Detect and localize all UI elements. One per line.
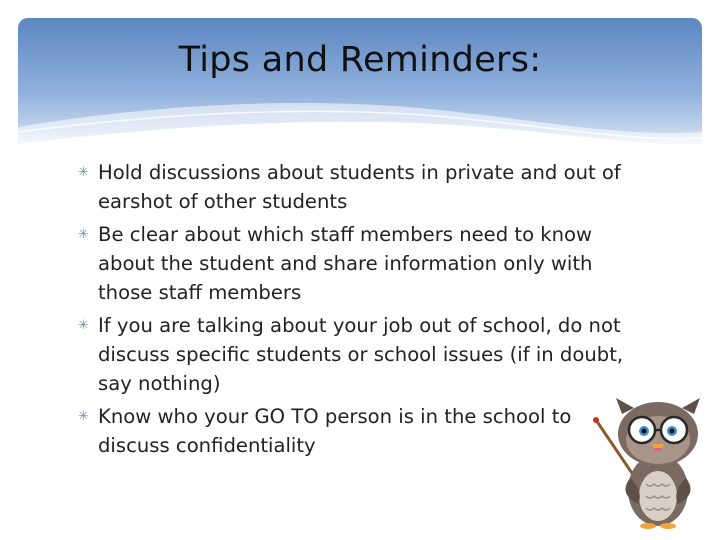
asterisk-bullet-icon: ✳ xyxy=(78,318,89,333)
bullet-text: Know who your GO TO person is in the school to discuss confidentiality xyxy=(98,405,572,457)
bullet-text: If you are talking about your job out of school, do not discuss specific students or school issues (if in doubt, say nothing) xyxy=(98,314,624,395)
bullet-item xyxy=(78,158,638,216)
asterisk-bullet-icon: ✳ xyxy=(78,409,89,424)
bullet-item xyxy=(78,311,638,398)
bullet-item xyxy=(78,402,638,460)
bullet-text: Hold discussions about students in private and out of earshot of other students xyxy=(98,161,621,213)
asterisk-bullet-icon: ✳ xyxy=(78,165,89,180)
owl-teacher-with-pointer-icon xyxy=(590,392,715,532)
bullet-text: Be clear about which staff members need to know about the student and share information only with those staff members xyxy=(98,223,593,304)
asterisk-bullet-icon: ✳ xyxy=(78,227,89,242)
banner-wave-decoration xyxy=(18,92,702,152)
bullet-item xyxy=(78,220,638,307)
slide-title: Tips and Reminders: xyxy=(178,40,542,80)
bullet-list xyxy=(78,158,638,464)
title-banner xyxy=(18,18,702,152)
